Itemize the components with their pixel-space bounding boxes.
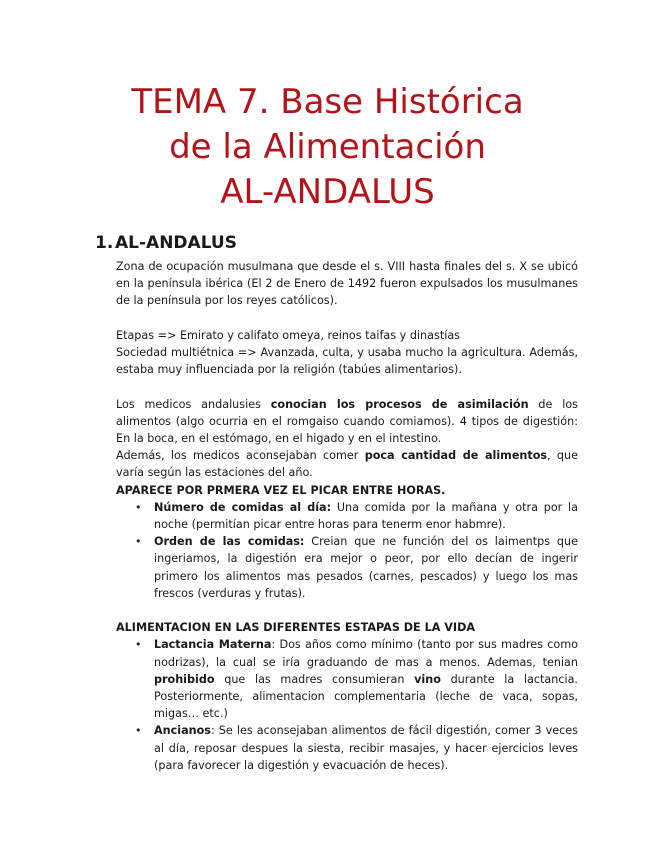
text: que las madres consumieran [214, 672, 415, 686]
text: : Se les aconsejaban alimentos de fácil digestión, comer 3 veces al día, reposar despues la siesta, recibir masajes, y hacer ejercicios leves (para favorecer la digestión y evacuación de heces). [154, 724, 578, 772]
bullet-icon: • [135, 500, 142, 514]
bold-text: Ancianos [154, 724, 211, 738]
text: Además, los medicos aconsejaban comer [116, 449, 365, 463]
bullet-icon: • [135, 638, 142, 652]
paragraph-etapas: Etapas => Emirato y califato omeya, reinos taifas y dinastías [116, 328, 461, 342]
section-title: AL-ANDALUS [115, 233, 237, 253]
list-item [135, 636, 579, 722]
page-title [0, 80, 655, 215]
text: : Dos años como mínimo (tanto por sus madres como nodrizas), la cual se iría graduando de mas a menos. Ademas, tenian [154, 638, 579, 669]
text: durante la lactancia. Posteriormente, alimentacion complementaria (leche de vaca, sopas, migas… etc.) [154, 672, 578, 721]
text: Una comida por la mañana y otra por la noche (permitían picar entre horas para tenerm enor habmre). [154, 500, 578, 532]
section-heading [95, 232, 237, 254]
text: , que varía según las estaciones del año. [116, 449, 579, 480]
title-line-2: de la Alimentación [169, 127, 486, 167]
title-line-3: AL-ANDALUS [220, 172, 435, 212]
bold-text: prohibido [154, 672, 215, 686]
bold-text: conocian los procesos de asimilación [270, 397, 529, 411]
etapas-list [116, 636, 578, 774]
text: de los alimentos (algo ocurria en el romgaiso cuando comiamos). 4 tipos de digestión: En la boca, en el estómago, en el higado y en el intestino. [116, 397, 578, 445]
bullet-icon: • [135, 535, 142, 549]
bold-text: poca cantidad de alimentos [364, 449, 548, 463]
title-line-1: TEMA 7. Base Histórica [131, 82, 524, 122]
bold-text: Lactancia Materna [154, 638, 272, 652]
paragraph-medicos [116, 396, 578, 448]
picar-list [116, 499, 578, 602]
paragraph-zona: Zona de ocupación musulmana que desde el s. VIII hasta finales del s. X se ubicó en la península ibérica (El 2 de Enero de 1492 fueron expulsados los musulmanes de la península por los reyes católicos). [116, 260, 578, 308]
section-number: 1. [95, 233, 114, 253]
bold-text: vino [414, 672, 441, 686]
bullet-icon: • [135, 724, 142, 738]
paragraph-cantidad [116, 447, 578, 481]
picar-heading: APARECE POR PRMERA VEZ EL PICAR ENTRE HORAS. [116, 483, 446, 497]
bold-text: Número de comidas al día: [154, 500, 332, 514]
bold-text: Orden de las comidas: [154, 535, 305, 549]
text: Los medicos andalusies [116, 397, 271, 411]
text: Creian que ne función del os laimentps que ingeriamos, la digestión era mejor o peor, por ello decían de ingerir primero los alimentos mas pesados (carnes, pescados) y luego los mas frescos (verduras y frutas). [154, 535, 578, 600]
list-item [135, 499, 578, 533]
list-item [135, 722, 578, 774]
list-item [135, 533, 578, 602]
paragraph-sociedad: Sociedad multiétnica => Avanzada, culta, y usaba mucho la agricultura. Además, estaba muy influenciada por la religión (tabúes alimentarios). [116, 346, 578, 377]
etapas-heading: ALIMENTACION EN LAS DIFERENTES ESTAPAS DE LA VIDA [116, 621, 476, 635]
section-body [116, 258, 578, 774]
